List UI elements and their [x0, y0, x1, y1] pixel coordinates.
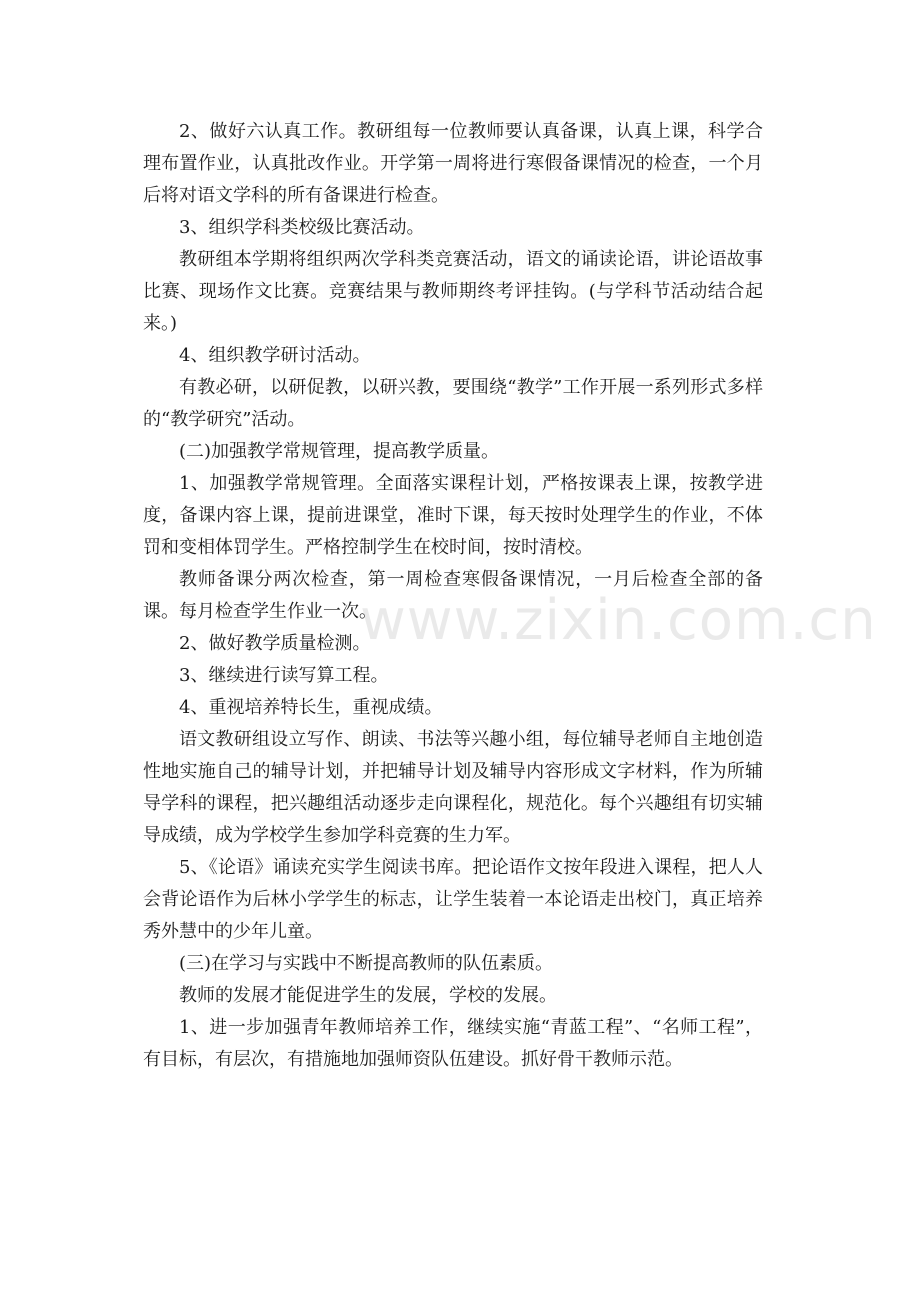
paragraph-work-item-2: 2、做好六认真工作。教研组每一位教师要认真备课，认真上课，科学合理布置作业，认真批改作业。开学第一周将进行寒假备课情况的检查，一个月后将对语文学科的所有备课进行检查。: [143, 121, 763, 206]
section-heading-3: (三)在学习与实践中不断提高教师的队伍素质。: [179, 953, 554, 974]
paragraph-interest-groups: 语文教研组设立写作、朗读、书法等兴趣小组，每位辅导老师自主地创造性地实施自己的辅导计划，并把辅导计划及辅导内容形成文字材料，作为所辅导学科的课程，把兴趣组活动逐步走向课程化，规范化。每个兴趣组有切实辅导成绩，成为学校学生参加学科竞赛的生力军。: [143, 729, 763, 846]
watermark-text: www.zixin.com.cn: [360, 588, 877, 653]
paragraph-competition: 教研组本学期将组织两次学科类竞赛活动，语文的诵读论语，讲论语故事比赛、现场作文比赛。竞赛结果与教师期终考评挂钩。(与学科节活动结合起来。): [143, 249, 763, 334]
document-body: [143, 116, 763, 1076]
paragraph-routine-2: 2、做好教学质量检测。: [179, 633, 371, 654]
paragraph-routine-3: 3、继续进行读写算工程。: [179, 665, 389, 686]
paragraph-routine-4: 4、重视培养特长生，重视成绩。: [179, 697, 443, 718]
paragraph-teacher-development: 教师的发展才能促进学生的发展，学校的发展。: [179, 985, 557, 1006]
paragraph-work-item-3: 3、组织学科类校级比赛活动。: [179, 217, 425, 238]
paragraph-routine-1: 1、加强教学常规管理。全面落实课程计划，严格按课表上课，按教学进度，备课内容上课，提前进课堂，准时下课，每天按时处理学生的作业，不体罚和变相体罚学生。严格控制学生在校时间，按时清校。: [143, 473, 763, 558]
paragraph-research: 有教必研，以研促教，以研兴教，要围绕“教学”工作开展一系列形式多样的“教学研究”活动。: [143, 377, 763, 430]
paragraph-lesson-check: 教师备课分两次检查，第一周检查寒假备课情况，一月后检查全部的备课。每月检查学生作业一次。: [143, 569, 763, 622]
section-heading-2: (二)加强教学常规管理，提高教学质量。: [179, 441, 500, 462]
paragraph-routine-5: 5、《论语》诵读充实学生阅读书库。把论语作文按年段进入课程，把人人会背论语作为后林小学学生的标志，让学生装着一本论语走出校门，真正培养秀外慧中的少年儿童。: [143, 857, 763, 942]
paragraph-young-teachers: 1、进一步加强青年教师培养工作，继续实施“青蓝工程”、“名师工程”，有目标，有层次，有措施地加强师资队伍建设。抓好骨干教师示范。: [143, 1017, 763, 1070]
paragraph-work-item-4: 4、组织教学研讨活动。: [179, 345, 371, 366]
